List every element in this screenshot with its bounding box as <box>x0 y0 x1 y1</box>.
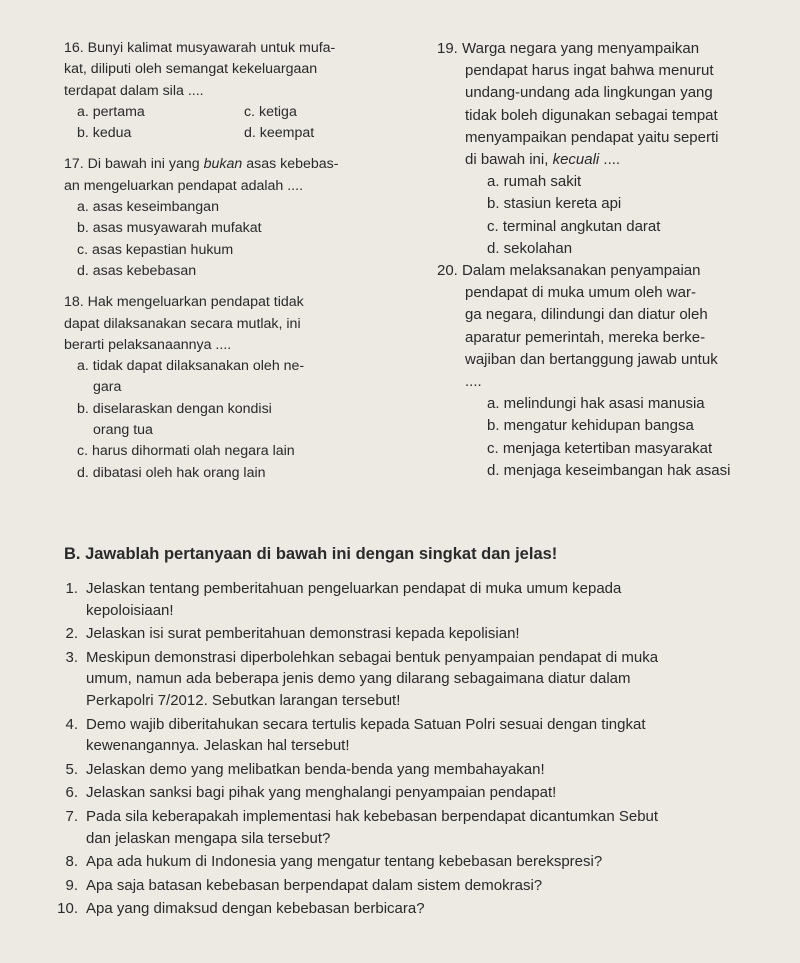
question-text <box>86 714 768 757</box>
question-text-line: Demo wajib diberitahukan secara tertulis kepada Satuan Polri sesuai dengan tingkat <box>86 715 646 733</box>
question-gap <box>64 144 419 154</box>
question-text-line: Jelaskan tentang pemberitahuan pengeluarkan pendapat di muka umum kepada <box>86 580 622 597</box>
question-stem-line: kat, diliputi oleh semangat kekeluargaan <box>64 61 318 78</box>
answer-option-row <box>64 102 419 123</box>
question-stem-line: an mengeluarkan pendapat adalah .... <box>64 177 304 194</box>
question-number: 4. <box>65 715 78 733</box>
text-continuation: ga negara, dilindungi dan diatur oleh <box>465 306 708 324</box>
answer-option: b. kedua <box>77 125 132 142</box>
question-text <box>86 578 768 621</box>
essay-section <box>48 545 768 922</box>
question-text-line: Apa saja batasan kebebasan berpendapat dalam sistem demokrasi? <box>86 876 543 894</box>
question-text-line: dan jelaskan mengapa sila tersebut? <box>86 829 331 847</box>
question-number: 10. <box>57 900 78 918</box>
question-stem-line: 17. Di bawah ini yang bukan asas kebebas- <box>64 156 339 173</box>
question-text <box>86 875 768 897</box>
essay-question <box>48 851 768 873</box>
question-number: 9. <box>65 876 78 894</box>
answer-option-row <box>64 123 419 144</box>
left-question-column <box>64 38 419 484</box>
answer-option: c. harus dihormati olah negara lain <box>77 443 295 460</box>
question-text-line: Jelaskan demo yang melibatkan benda-benda yang membahayakan! <box>86 760 545 778</box>
answer-option: a. rumah sakit <box>487 173 582 191</box>
text-continuation: pendapat harus ingat bahwa menurut <box>465 62 714 80</box>
question-text <box>86 759 768 781</box>
essay-question <box>48 714 768 757</box>
answer-option: d. dibatasi oleh hak orang lain <box>77 464 266 481</box>
question-text <box>86 806 768 849</box>
text-continuation: di bawah ini, kecuali .... <box>465 151 621 169</box>
question-stem-line: terdapat dalam sila .... <box>64 82 204 99</box>
question-number: 7. <box>65 807 78 825</box>
text-continuation: aparatur pemerintah, mereka berke- <box>465 328 706 346</box>
text-continuation: gara <box>93 379 122 396</box>
question-text-line: Apa ada hukum di Indonesia yang mengatur tentang kebebasan berekspresi? <box>86 853 603 871</box>
essay-question-list <box>48 578 768 920</box>
question-text <box>86 898 768 920</box>
essay-question <box>48 806 768 849</box>
answer-option: c. terminal angkutan darat <box>487 217 661 235</box>
right-question-column <box>437 38 777 482</box>
question-number: 5. <box>65 760 78 778</box>
answer-option: d. sekolahan <box>487 239 573 257</box>
essay-question <box>48 647 768 712</box>
question-text <box>86 851 768 873</box>
answer-option: a. pertama <box>77 103 145 120</box>
answer-option: d. asas kebebasan <box>77 262 197 279</box>
question-text-line: Pada sila keberapakah implementasi hak kebebasan berpendapat dicantumkan Sebut <box>86 807 659 825</box>
essay-question <box>48 898 768 920</box>
question-number: 6. <box>65 784 78 802</box>
question-text-line: Jelaskan isi surat pemberitahuan demonstrasi kepada kepolisian! <box>86 625 520 643</box>
text-continuation: undang-undang ada lingkungan yang <box>465 84 713 102</box>
question-number: 3. <box>65 648 78 666</box>
answer-option: c. asas kepastian hukum <box>77 241 234 258</box>
question-stem-line: 16. Bunyi kalimat musyawarah untuk mufa- <box>64 40 336 56</box>
question-text-line: Meskipun demonstrasi diperbolehkan sebagai bentuk penyampaian pendapat di muka <box>86 648 659 666</box>
text-continuation: wajiban dan bertanggung jawab untuk <box>465 350 718 368</box>
question-text-line: kewenangannya. Jelaskan hal tersebut! <box>86 737 350 755</box>
answer-option: d. menjaga keseimbangan hak asasi <box>487 461 731 479</box>
text-continuation: tidak boleh digunakan sebagai tempat <box>465 106 718 124</box>
question-text <box>86 782 768 804</box>
answer-option: b. stasiun kereta api <box>487 195 622 213</box>
answer-option: a. asas keseimbangan <box>77 199 219 216</box>
answer-option: b. mengatur kehidupan bangsa <box>487 417 694 435</box>
question-stem-line: 19. Warga negara yang menyampaikan <box>437 40 700 57</box>
question-text-line: kepoloisiaan! <box>86 601 174 619</box>
answer-option: b. diselaraskan dengan kondisi <box>77 400 272 417</box>
essay-question <box>48 875 768 897</box>
question-stem-line: 20. Dalam melaksanakan penyampaian <box>437 262 701 280</box>
question-text <box>86 623 768 645</box>
text-continuation: menyampaikan pendapat yaitu seperti <box>465 128 719 146</box>
question-text-line: umum, namun ada beberapa jenis demo yang dilarang sebagaimana diatur dalam <box>86 670 631 688</box>
section-b-title: B. Jawablah pertanyaan di bawah ini dengan singkat dan jelas! <box>64 545 558 563</box>
answer-option: d. keempat <box>244 125 315 142</box>
question-stem-line: dapat dilaksanakan secara mutlak, ini <box>64 315 301 332</box>
essay-question <box>48 578 768 621</box>
question-text-line: Perkapolri 7/2012. Sebutkan larangan tersebut! <box>86 691 401 709</box>
question-stem-line: berarti pelaksanaannya .... <box>64 336 232 353</box>
question-number: 1. <box>65 580 78 597</box>
question-number: 2. <box>65 625 78 643</box>
essay-question <box>48 623 768 645</box>
question-gap <box>64 282 419 292</box>
text-continuation: orang tua <box>93 422 153 439</box>
question-text-line: Jelaskan sanksi bagi pihak yang menghalangi penyampaian pendapat! <box>86 784 557 802</box>
essay-question <box>48 782 768 804</box>
text-continuation: pendapat di muka umum oleh war- <box>465 284 696 302</box>
answer-option: b. asas musyawarah mufakat <box>77 220 262 237</box>
answer-option: c. ketiga <box>244 103 297 120</box>
answer-option: a. tidak dapat dilaksanakan oleh ne- <box>77 358 305 375</box>
essay-question <box>48 759 768 781</box>
question-text-line: Apa yang dimaksud dengan kebebasan berbicara? <box>86 900 425 918</box>
question-number: 8. <box>65 853 78 871</box>
answer-option: a. melindungi hak asasi manusia <box>487 395 705 413</box>
question-text <box>86 647 768 712</box>
text-continuation: .... <box>465 373 482 391</box>
answer-option: c. menjaga ketertiban masyarakat <box>487 439 713 457</box>
question-stem-line: 18. Hak mengeluarkan pendapat tidak <box>64 294 304 311</box>
